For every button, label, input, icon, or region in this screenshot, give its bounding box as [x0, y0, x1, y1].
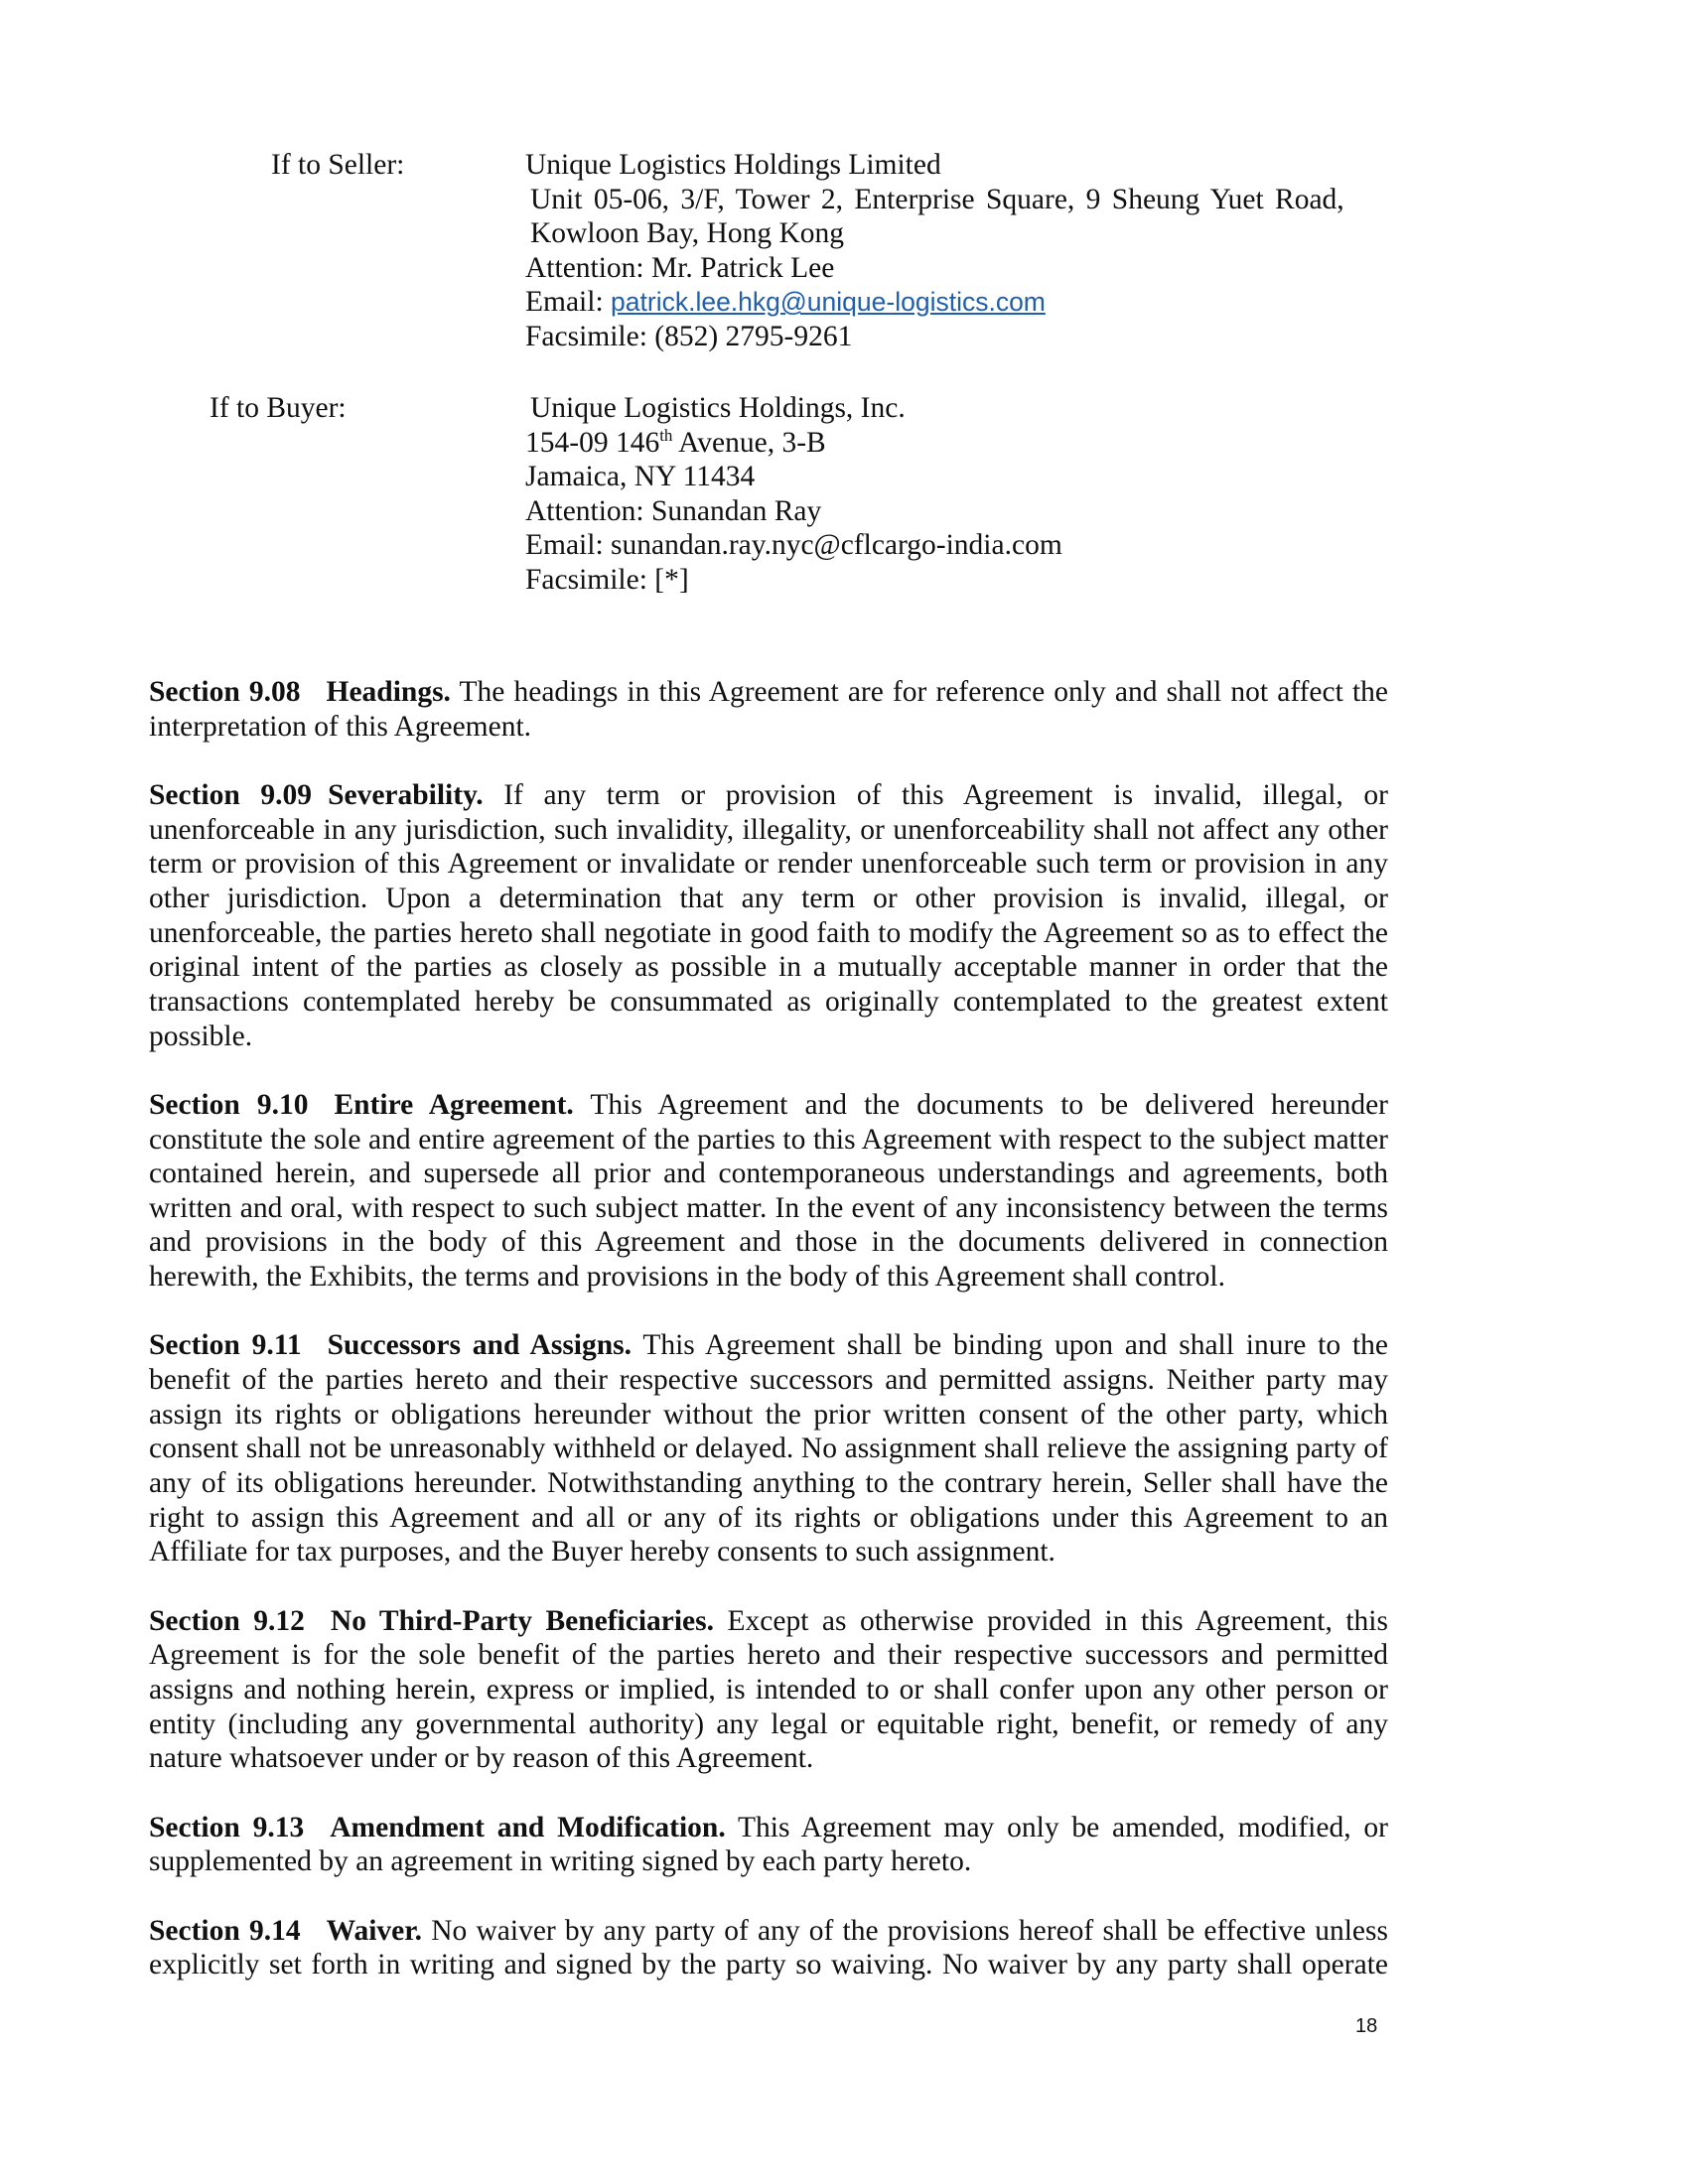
section-body: If any term or provision of this Agreement is invalid, illegal, or unenforceable in any jurisdiction, such invalidity, illegality, or unenforceability shall not affect any other term or provision of this Agreement or invalidate or render unenforceable such term or provision in any other jurisdiction. Upon a determination that any term or other provision is invalid, illegal, or unenforceable, the parties hereto shall negotiate in good faith to modify the Agreement so as to effect the original intent of the parties as closely as possible in a mutually acceptable manner in order that the transactions contemplated hereby be consummated as originally contemplated to the greatest extent possible. [149, 778, 1389, 1052]
section-body: This Agreement shall be binding upon and shall inure to the benefit of the parties hereto and their respective successors and permitted assigns. Neither party may assign its rights or obligations hereunder without the prior written consent of the other party, which consent shall not be unreasonably withheld or delayed. No assignment shall relieve the assigning party of any of its obligations hereunder. Notwithstanding anything to the contrary herein, Seller shall have the right to assign this Agreement and all or any of its rights or obligations under this Agreement to an Affiliate for tax purposes, and the Buyer hereby consents to such assignment. [149, 1329, 1388, 1569]
ordinal-suffix: th [659, 425, 673, 445]
section-9-10 [149, 1088, 1388, 1295]
seller-facsimile: Facsimile: (852) 2795-9261 [525, 320, 853, 352]
section-title: Waiver. [326, 1914, 423, 1947]
section-number: Section 9.12 [149, 1604, 305, 1637]
section-9-09 [149, 778, 1388, 1053]
section-9-11 [149, 1328, 1388, 1570]
seller-address-line1-text: Unit 05-06, 3/F, Tower 2, Enterprise Square, 9 Sheung Yuet Road, [530, 183, 1344, 215]
section-9-12 [149, 1604, 1388, 1776]
seller-company: Unique Logistics Holdings Limited [525, 149, 941, 181]
section-number: Section 9.08 [149, 676, 301, 708]
section-number: Section 9.11 [149, 1329, 302, 1362]
seller-label: If to Seller: [271, 149, 405, 181]
buyer-address [525, 391, 1062, 598]
section-title: Successors and Assigns. [327, 1329, 633, 1362]
section-body: The headings in this Agreement are for reference only and shall not affect the interpretation of this Agreement. [149, 676, 1388, 743]
seller-email-link[interactable]: patrick.lee.hkg@unique-logistics.com [611, 287, 1046, 318]
section-title: Severability. [328, 778, 484, 811]
section-body: This Agreement and the documents to be delivered hereunder constitute the sole and entire agreement of the parties to this Agreement with respect to the subject matter contained herein, and supersede all prior and contemporaneous understandings and agreements, both written and oral, with respect to such subject matter. In the event of any inconsistency between the terms and provisions in the body of this Agreement and those in the documents delivered in connection herewith, the Exhibits, the terms and provisions in the body of this Agreement shall control. [149, 1088, 1388, 1294]
section-number: Section 9.13 [149, 1811, 305, 1843]
buyer-label: If to Buyer: [210, 392, 347, 424]
seller-email-label: Email: [525, 286, 612, 319]
section-number: Section 9.10 [149, 1088, 309, 1121]
section-9-08 [149, 675, 1388, 744]
buyer-address-line1-post: Avenue, 3-B [672, 426, 826, 459]
buyer-facsimile: Facsimile: [*] [525, 563, 689, 596]
seller-address [525, 148, 1344, 354]
section-9-13 [149, 1811, 1388, 1879]
buyer-address-line1 [525, 426, 1062, 461]
section-body: No waiver by any party of any of the provisions hereof shall be effective unless explicitly set forth in writing and signed by the party so waiving. No waiver by any party shall operate [149, 1914, 1388, 1981]
section-title: Entire Agreement. [334, 1088, 574, 1121]
buyer-address-line1-pre: 154-09 146 [525, 426, 660, 459]
seller-address-line1 [525, 183, 1344, 217]
seller-email-row [525, 285, 1344, 320]
seller-attention: Attention: Mr. Patrick Lee [525, 251, 835, 284]
section-number: Section 9.14 [149, 1914, 301, 1947]
section-title: No Third-Party Beneficiaries. [330, 1604, 715, 1637]
section-number: Section 9.09 [149, 778, 313, 811]
section-9-14 [149, 1914, 1388, 1982]
section-body: This Agreement may only be amended, modified, or supplemented by an agreement in writing signed by each party hereto. [149, 1811, 1388, 1878]
buyer-address-line2: Jamaica, NY 11434 [525, 461, 756, 493]
page-number: 18 [1355, 2015, 1378, 2037]
sections-list [149, 675, 1388, 2016]
buyer-attention: Attention: Sunandan Ray [525, 494, 822, 527]
buyer-email: Email: sunandan.ray.nyc@cflcargo-india.com [525, 529, 1062, 562]
section-body: Except as otherwise provided in this Agreement, this Agreement is for the sole benefit of the parties hereto and their respective successors and permitted assigns and nothing herein, express or implied, is intended to or shall confer upon any other person or entity (including any governmental authority) any legal or equitable right, benefit, or remedy of any nature whatsoever under or by reason of this Agreement. [149, 1604, 1388, 1775]
section-title: Headings. [326, 676, 451, 708]
buyer-company: Unique Logistics Holdings, Inc. [530, 392, 906, 424]
seller-address-line2: Kowloon Bay, Hong Kong [530, 217, 845, 250]
section-title: Amendment and Modification. [330, 1811, 726, 1843]
